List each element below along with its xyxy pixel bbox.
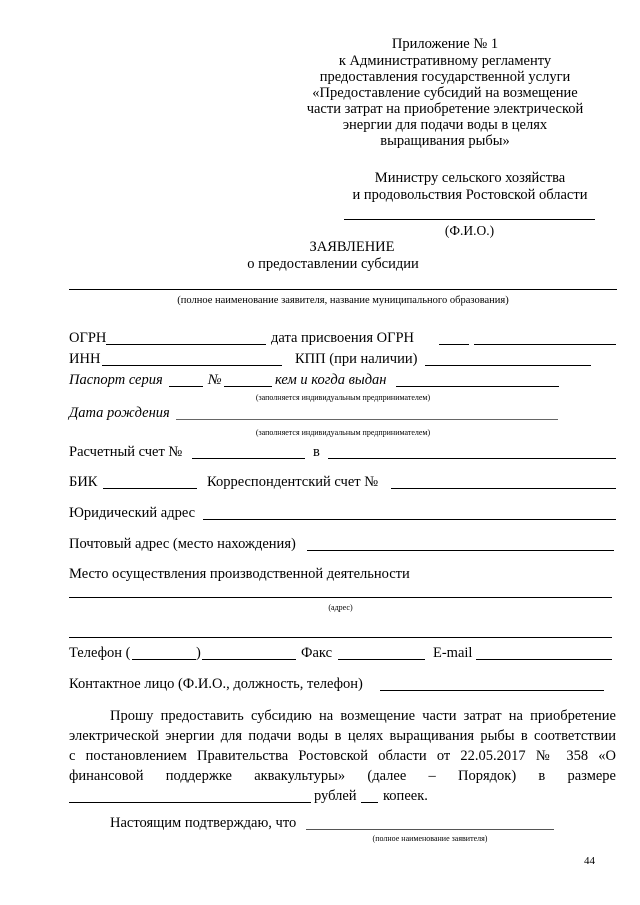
bank-name-line[interactable] — [328, 458, 616, 459]
amount-rubles-line[interactable] — [69, 802, 311, 803]
inn-label: ИНН — [69, 351, 101, 367]
fax-line[interactable] — [338, 659, 425, 660]
bik-input-line[interactable] — [103, 488, 197, 489]
annex-line-7: выращивания рыбы» — [380, 133, 510, 149]
account-label: Расчетный счет № — [69, 444, 183, 460]
inn-input-line[interactable] — [102, 365, 282, 366]
annex-line-6: энергии для подачи воды в целях — [342, 117, 548, 133]
form-subtitle: о предоставлении субсидии — [247, 256, 419, 272]
fax-label: Факс — [301, 645, 333, 661]
addressee-line-2: и продовольствия Ростовской области — [352, 187, 588, 203]
request-line-2: электрической энергии для подачи воды в целях выращивания рыбы в соответствии — [69, 728, 616, 744]
ogrn-date-line[interactable] — [474, 344, 616, 345]
addressee-line-1: Министру сельского хозяйства — [374, 170, 566, 186]
applicant-caption: (полное наименование заявителя, название муниципального образования) — [177, 295, 509, 306]
request-line-4: финансовой поддержке аквакультуры» (далее – Порядок) в размере — [69, 768, 616, 784]
legal-address-label: Юридический адрес — [69, 505, 196, 521]
page-number: 44 — [584, 855, 595, 867]
annex-line-2: к Административному регламенту — [338, 53, 552, 69]
form-title: ЗАЯВЛЕНИЕ — [309, 239, 395, 255]
address-caption: (адрес) — [328, 603, 353, 612]
email-label: E-mail — [433, 645, 473, 661]
ip-note-1: (заполняется индивидуальным предпринимателем) — [255, 393, 431, 402]
annex-line-3: предоставления государственной услуги — [319, 69, 571, 85]
legal-address-line[interactable] — [203, 519, 616, 520]
kpp-label: КПП (при наличии) — [295, 351, 418, 367]
annex-line-5: части затрат на приобретение электрической — [306, 101, 584, 117]
phone-code-line[interactable] — [132, 659, 196, 660]
ip-note-2: (заполняется индивидуальным предпринимателем) — [255, 428, 431, 437]
birth-date-label: Дата рождения — [69, 405, 170, 421]
corr-account-label: Корреспондентский счет № — [207, 474, 379, 490]
request-line-3: с постановлением Правительства Ростовской области от 22.05.2017 № 358 «О — [69, 748, 616, 764]
ogrn-date-label: дата присвоения ОГРН — [271, 330, 415, 346]
passport-series-line[interactable] — [169, 386, 203, 387]
passport-series-label: Паспорт серия — [69, 372, 163, 388]
annex-line-1: Приложение № 1 — [391, 36, 499, 52]
activity-place-line-2[interactable] — [69, 637, 612, 638]
phone-close: ) — [196, 645, 201, 661]
account-in-label: в — [313, 444, 320, 460]
ogrn-date-day-line[interactable] — [439, 344, 469, 345]
bik-label: БИК — [69, 474, 98, 490]
contact-label: Контактное лицо (Ф.И.О., должность, телефон) — [69, 676, 363, 692]
passport-issued-label: кем и когда выдан — [275, 372, 387, 388]
confirm-label: Настоящим подтверждаю, что — [110, 815, 297, 831]
passport-no-label: № — [208, 372, 222, 388]
ogrn-input-line[interactable] — [106, 344, 266, 345]
ogrn-label: ОГРН — [69, 330, 107, 346]
confirm-applicant-line[interactable] — [306, 829, 554, 830]
activity-place-label: Место осуществления производственной деятельности — [69, 566, 410, 582]
birth-date-line[interactable] — [176, 419, 558, 420]
fio-caption: (Ф.И.О.) — [444, 223, 495, 238]
account-input-line[interactable] — [192, 458, 305, 459]
amount-kopecks-line[interactable] — [361, 802, 378, 803]
email-line[interactable] — [476, 659, 612, 660]
phone-label: Телефон ( — [69, 645, 131, 661]
confirm-caption: (полное наименование заявителя) — [372, 834, 488, 843]
passport-no-line[interactable] — [224, 386, 272, 387]
kopecks-label: копеек. — [383, 788, 428, 804]
postal-address-line[interactable] — [307, 550, 614, 551]
contact-line[interactable] — [380, 690, 604, 691]
request-line-1: Прошу предоставить субсидию на возмещение части затрат на приобретение — [110, 708, 616, 724]
phone-number-line[interactable] — [202, 659, 296, 660]
fio-line — [344, 219, 595, 220]
applicant-name-line[interactable] — [69, 289, 617, 290]
passport-issued-line[interactable] — [396, 386, 559, 387]
rubles-label: рублей — [314, 788, 357, 804]
kpp-input-line[interactable] — [425, 365, 591, 366]
corr-account-line[interactable] — [391, 488, 616, 489]
activity-place-line[interactable] — [69, 597, 612, 598]
annex-line-4: «Предоставление субсидий на возмещение — [312, 85, 578, 101]
postal-address-label: Почтовый адрес (место нахождения) — [69, 536, 296, 552]
